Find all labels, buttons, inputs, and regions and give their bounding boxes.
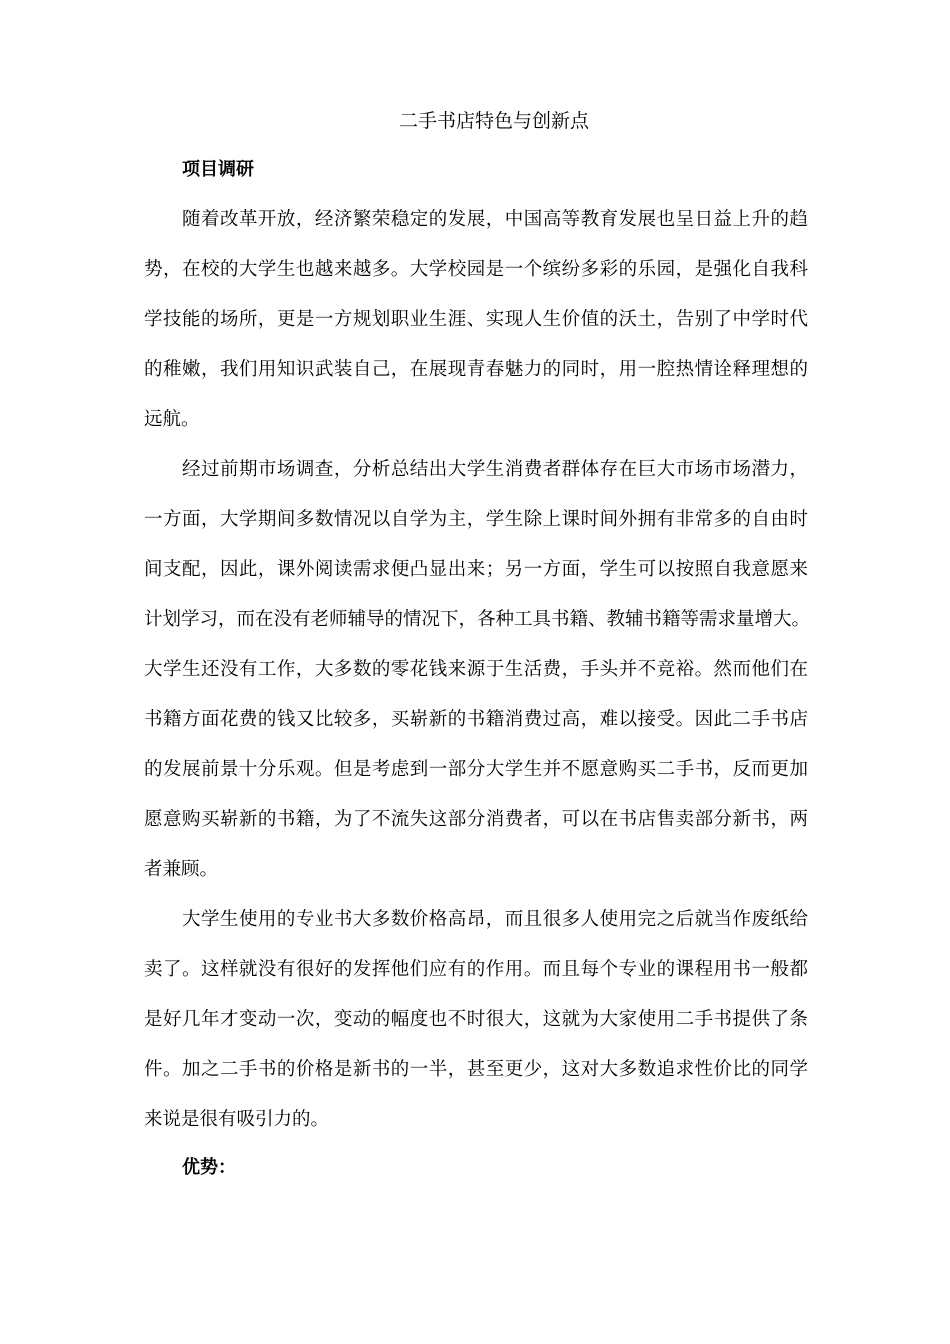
paragraph-1-line: 势，在校的大学生也越来越多。大学校园是一个缤纷多彩的乐园，是强化自我科 xyxy=(144,259,808,280)
paragraph-2-line: 计划学习，而在没有老师辅导的情况下，各种工具书籍、教辅书籍等需求量增大。 xyxy=(144,609,811,630)
paragraph-2-line: 书籍方面花费的钱又比较多，买崭新的书籍消费过高，难以接受。因此二手书店 xyxy=(144,709,808,730)
paragraph-3-line: 件。加之二手书的价格是新书的一半，甚至更少，这对大多数追求性价比的同学 xyxy=(144,1059,808,1080)
section-heading-research: 项目调研 xyxy=(182,159,254,180)
paragraph-2-line: 一方面，大学期间多数情况以自学为主，学生除上课时间外拥有非常多的自由时 xyxy=(144,509,808,530)
paragraph-1-line: 学技能的场所，更是一方规划职业生涯、实现人生价值的沃土，告别了中学时代 xyxy=(144,309,808,330)
paragraph-3-line: 大学生使用的专业书大多数价格高昂，而且很多人使用完之后就当作废纸给 xyxy=(182,909,808,930)
paragraph-3-line: 来说是很有吸引力的。 xyxy=(144,1109,330,1130)
paragraph-2-line: 大学生还没有工作，大多数的零花钱来源于生活费，手头并不竞裕。然而他们在 xyxy=(144,659,808,680)
paragraph-2-line: 愿意购买崭新的书籍，为了不流失这部分消费者，可以在书店售卖部分新书，两 xyxy=(144,809,808,830)
paragraph-1-line: 的稚嫩，我们用知识武装自己，在展现青春魅力的同时，用一腔热情诠释理想的 xyxy=(144,359,808,380)
paragraph-2-line: 者兼顾。 xyxy=(144,859,219,880)
document-title: 二手书店特色与创新点 xyxy=(398,110,589,132)
paragraph-2-line: 间支配，因此，课外阅读需求便凸显出来；另一方面，学生可以按照自我意愿来 xyxy=(144,559,808,580)
paragraph-3-line: 卖了。这样就没有很好的发挥他们应有的作用。而且每个专业的课程用书一般都 xyxy=(144,959,808,980)
paragraph-2-line: 经过前期市场调查，分析总结出大学生消费者群体存在巨大市场市场潜力， xyxy=(182,459,808,480)
paragraph-1-line: 随着改革开放，经济繁荣稳定的发展，中国高等教育发展也呈日益上升的趋 xyxy=(182,209,808,230)
paragraph-2-line: 的发展前景十分乐观。但是考虑到一部分大学生并不愿意购买二手书，反而更加 xyxy=(144,759,808,780)
paragraph-3-line: 是好几年才变动一次，变动的幅度也不时很大，这就为大家使用二手书提供了条 xyxy=(144,1009,808,1030)
paragraph-1-line: 远航。 xyxy=(144,409,200,430)
section-heading-advantages: 优势： xyxy=(182,1157,236,1178)
